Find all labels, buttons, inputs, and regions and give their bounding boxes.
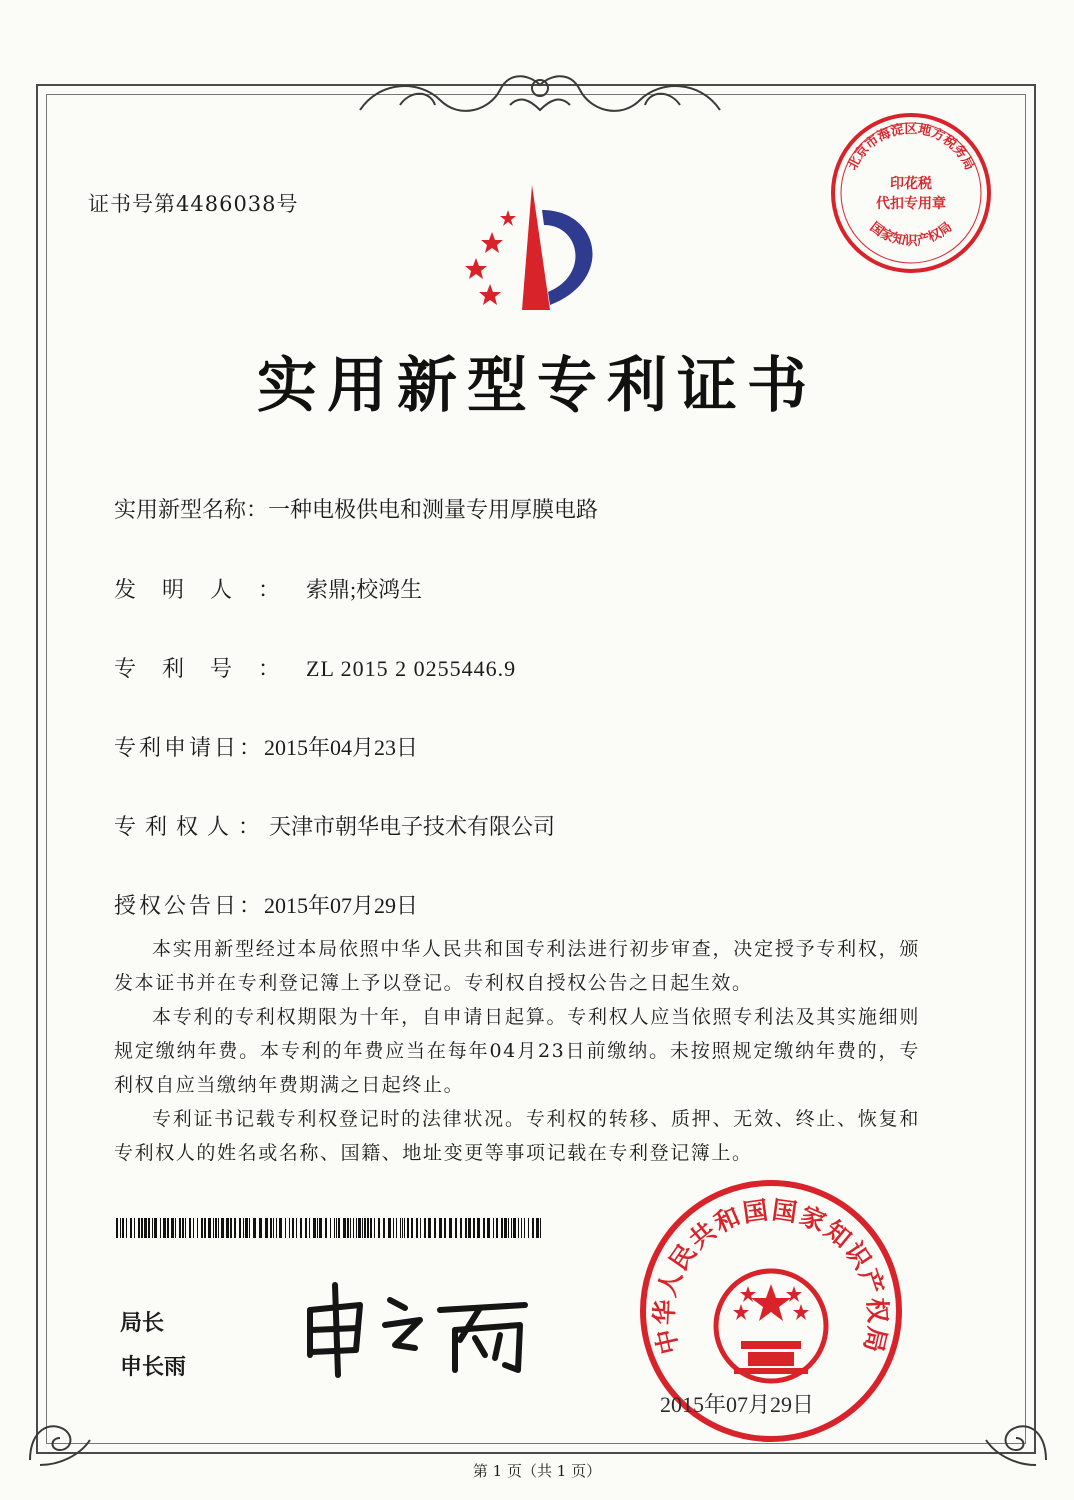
- barcode-bar: [388, 1218, 391, 1238]
- barcode-bar: [444, 1218, 446, 1238]
- barcode-bar: [468, 1218, 471, 1238]
- barcode-bar: [276, 1218, 277, 1238]
- certificate-number: 证书号第4486038号: [88, 192, 299, 216]
- patent-number-label: 专利号：: [114, 657, 307, 682]
- barcode-bar: [230, 1218, 232, 1238]
- barcode-bar: [208, 1218, 211, 1238]
- barcode-icon: [116, 1218, 541, 1238]
- barcode-bar: [239, 1218, 241, 1238]
- director-name: 申长雨: [120, 1355, 187, 1380]
- inventor-label: 发明人：: [114, 578, 307, 603]
- barcode-bar: [120, 1218, 121, 1238]
- barcode-bar: [292, 1218, 294, 1238]
- barcode-bar: [317, 1218, 318, 1238]
- barcode-bar: [152, 1218, 153, 1238]
- barcode-bar: [528, 1218, 529, 1238]
- barcode-bar: [330, 1218, 331, 1238]
- barcode-bar: [175, 1218, 176, 1238]
- utility-model-name-label: 实用新型名称：: [114, 498, 269, 523]
- barcode-bar: [428, 1218, 431, 1238]
- barcode-bar: [122, 1218, 124, 1238]
- barcode-bar: [334, 1218, 335, 1238]
- barcode-bar: [259, 1218, 262, 1238]
- barcode-bar: [416, 1218, 418, 1238]
- barcode-bar: [460, 1218, 462, 1238]
- barcode-bar: [289, 1218, 290, 1238]
- barcode-bar: [364, 1218, 366, 1238]
- barcode-bar: [163, 1218, 166, 1238]
- barcode-bar: [511, 1218, 512, 1238]
- barcode-bar: [193, 1218, 194, 1238]
- barcode-bar: [148, 1218, 150, 1238]
- barcode-bar: [138, 1218, 140, 1238]
- barcode-bar: [265, 1218, 268, 1238]
- barcode-bar: [407, 1218, 409, 1238]
- barcode-bar: [134, 1218, 135, 1238]
- barcode-bar: [179, 1218, 181, 1238]
- barcode-bar: [201, 1218, 203, 1238]
- small-seal-bottom-text: 国家知识产权局: [866, 219, 956, 249]
- barcode-bar: [182, 1218, 184, 1238]
- grant-date-value: 2015年07月29日: [264, 893, 419, 918]
- barcode-bar: [400, 1218, 401, 1238]
- barcode-bar: [245, 1218, 248, 1238]
- barcode-bar: [532, 1218, 534, 1238]
- row-patentee: [114, 810, 555, 841]
- barcode-bar: [171, 1218, 174, 1238]
- barcode-bar: [215, 1218, 217, 1238]
- barcode-bar: [521, 1218, 522, 1238]
- barcode-bar: [154, 1218, 157, 1238]
- small-seal-center-2: 代扣专用章: [876, 196, 946, 212]
- top-ornament-icon: [340, 60, 740, 130]
- corner-ornament-bottom-left-icon: [20, 1380, 110, 1470]
- svg-text:中华人民共和国国家知识产权局: [649, 1195, 892, 1357]
- barcode-bar: [477, 1218, 480, 1238]
- barcode-bar: [540, 1218, 541, 1238]
- barcode-bar: [434, 1218, 436, 1238]
- grant-date-label: 授权公告日：: [114, 894, 265, 919]
- barcode-bar: [218, 1218, 219, 1238]
- barcode-bar: [449, 1218, 452, 1238]
- barcode-bar: [309, 1218, 310, 1238]
- barcode-bar: [336, 1218, 337, 1238]
- barcode-bar: [501, 1218, 503, 1238]
- barcode-bar: [338, 1218, 340, 1238]
- barcode-bar: [160, 1218, 161, 1238]
- barcode-bar: [189, 1218, 191, 1238]
- barcode-bar: [300, 1218, 302, 1238]
- barcode-bar: [378, 1218, 380, 1238]
- barcode-bar: [393, 1218, 394, 1238]
- barcode-bar: [243, 1218, 244, 1238]
- director-signature-icon: [290, 1270, 550, 1380]
- barcode-bar: [524, 1218, 525, 1238]
- barcode-bar: [493, 1218, 494, 1238]
- barcode-bar: [167, 1218, 169, 1238]
- barcode-bar: [455, 1218, 457, 1238]
- barcode-bar: [518, 1218, 519, 1238]
- barcode-bar: [367, 1218, 369, 1238]
- patentee-value: 天津市朝华电子技术有限公司: [269, 814, 556, 839]
- patent-office-logo-icon: [450, 180, 620, 320]
- barcode-bar: [536, 1218, 539, 1238]
- patent-number-value: ZL 2015 2 0255446.9: [306, 656, 517, 681]
- row-utility-model-name: [114, 493, 598, 524]
- row-patent-number: [114, 652, 516, 683]
- body-text: [114, 932, 920, 1170]
- barcode-bar: [253, 1218, 256, 1238]
- row-inventor: [114, 573, 422, 604]
- barcode-bar: [305, 1218, 307, 1238]
- small-seal-ring-text: 北京市海淀区地方税务局: [845, 122, 977, 173]
- barcode-bar: [362, 1218, 363, 1238]
- barcode-bar: [226, 1218, 229, 1238]
- barcode-bar: [285, 1218, 286, 1238]
- barcode-bar: [234, 1218, 236, 1238]
- barcode-bar: [279, 1218, 282, 1238]
- barcode-bar: [116, 1218, 118, 1238]
- barcode-bar: [185, 1218, 186, 1238]
- director-title: 局长: [120, 1311, 165, 1336]
- small-seal-center-1: 印花税: [890, 176, 932, 192]
- barcode-bar: [513, 1218, 516, 1238]
- barcode-bar: [508, 1218, 509, 1238]
- patentee-label: 专利权人：: [114, 815, 270, 840]
- barcode-bar: [204, 1218, 206, 1238]
- seal-date: 2015年07月29日: [660, 1392, 815, 1417]
- barcode-bar: [350, 1218, 351, 1238]
- barcode-bar: [424, 1218, 426, 1238]
- barcode-bar: [370, 1218, 372, 1238]
- paragraph-1: 本实用新型经过本局依照中华人民共和国专利法进行初步审查，决定授予专利权，颁发本证书并在专利登记簿上予以登记。专利权自授权公告之日起生效。: [114, 938, 920, 994]
- barcode-bar: [296, 1218, 297, 1238]
- barcode-bar: [473, 1218, 475, 1238]
- barcode-bar: [487, 1218, 490, 1238]
- barcode-bar: [325, 1218, 327, 1238]
- barcode-bar: [130, 1218, 132, 1238]
- paragraph-2: 本专利的专利权期限为十年，自申请日起算。专利权人应当依照专利法及其实施细则规定缴纳年费。本专利的年费应当在每年04月23日前缴纳。未按照规定缴纳年费的，专利权自应当缴纳年费期满之日起终止。: [114, 1006, 920, 1096]
- filing-date-label: 专利申请日：: [114, 736, 265, 761]
- barcode-bar: [496, 1218, 498, 1238]
- utility-model-name-value: 一种电极供电和测量专用厚膜电路: [268, 497, 599, 522]
- barcode-bar: [221, 1218, 224, 1238]
- barcode-bar: [144, 1218, 147, 1238]
- big-seal-ring-text: 中华人民共和国国家知识产权局: [649, 1195, 893, 1357]
- barcode-bar: [319, 1218, 322, 1238]
- barcode-bar: [411, 1218, 413, 1238]
- barcode-bar: [273, 1218, 274, 1238]
- barcode-bar: [374, 1218, 375, 1238]
- row-grant-date: [114, 889, 418, 920]
- barcode-bar: [347, 1218, 349, 1238]
- row-filing-date: [114, 731, 418, 762]
- barcode-bar: [402, 1218, 403, 1238]
- barcode-bar: [353, 1218, 354, 1238]
- tax-seal-icon: [826, 108, 996, 278]
- barcode-bar: [141, 1218, 143, 1238]
- corner-ornament-bottom-right-icon: [966, 1380, 1056, 1470]
- paragraph-3: 专利证书记载专利权登记时的法律状况。专利权的转移、质押、无效、终止、恢复和专利权人的姓名或名称、国籍、地址变更等事项记载在专利登记簿上。: [114, 1108, 920, 1164]
- svg-text:国家知识产权局: [867, 219, 955, 249]
- barcode-bar: [358, 1218, 361, 1238]
- barcode-bar: [313, 1218, 316, 1238]
- barcode-bar: [213, 1218, 214, 1238]
- certificate-title: 实用新型专利证书: [257, 351, 817, 421]
- barcode-bar: [197, 1218, 198, 1238]
- barcode-bar: [465, 1218, 467, 1238]
- barcode-bar: [420, 1218, 421, 1238]
- barcode-bar: [249, 1218, 250, 1238]
- barcode-bar: [383, 1218, 385, 1238]
- barcode-bar: [126, 1218, 127, 1238]
- page-number: 第 1 页（共 1 页）: [472, 1462, 602, 1480]
- barcode-bar: [396, 1218, 397, 1238]
- inventor-value: 索鼎;校鸿生: [306, 577, 423, 602]
- barcode-bar: [483, 1218, 485, 1238]
- barcode-bar: [504, 1218, 507, 1238]
- barcode-bar: [270, 1218, 272, 1238]
- filing-date-value: 2015年04月23日: [264, 735, 419, 760]
- barcode-bar: [404, 1218, 405, 1238]
- barcode-bar: [439, 1218, 442, 1238]
- barcode-bar: [356, 1218, 357, 1238]
- barcode-bar: [343, 1218, 346, 1238]
